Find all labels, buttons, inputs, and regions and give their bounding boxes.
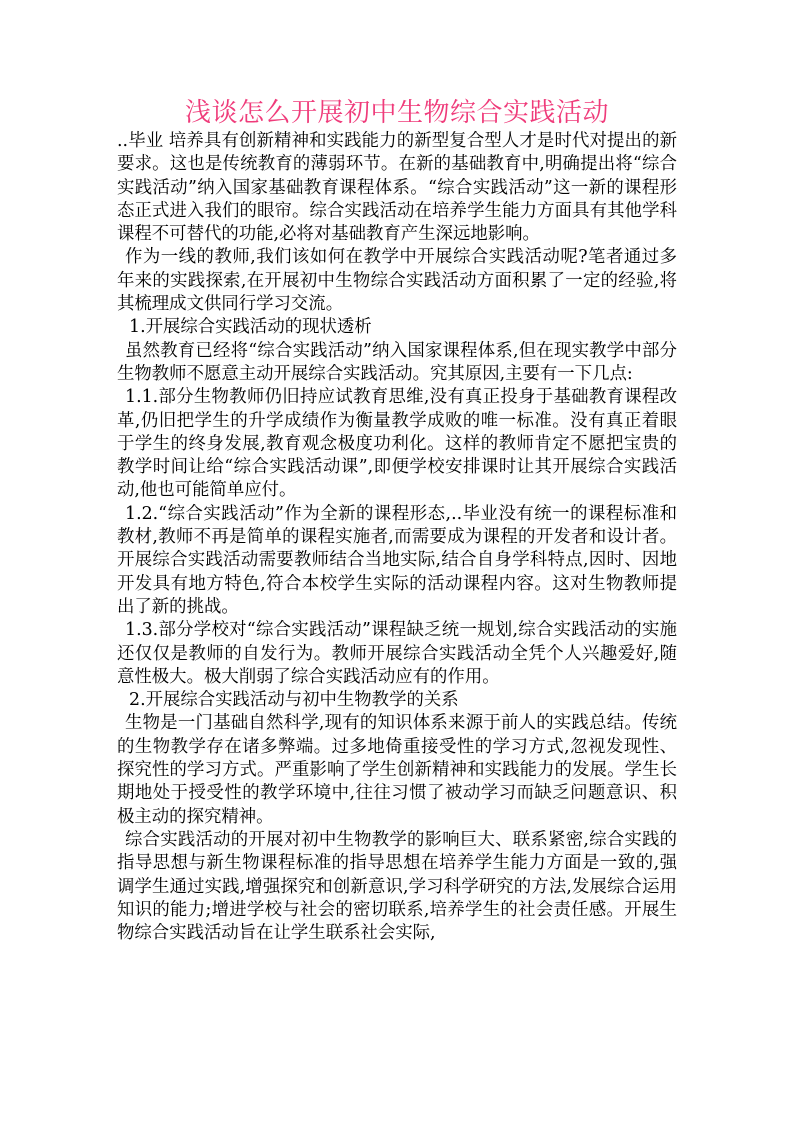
paragraph-biology: 生物是一门基础自然科学,现有的知识体系来源于前人的实践总结。传统的生物教学存在诸多弊端。过多地倚重接受性的学习方式,忽视发现性、探究性的学习方式。严重影响了学生创新精神和实践能力的发展。学生长期地处于授受性的教学环境中,往往习惯了被动学习而缺乏问题意识、积极主动的探究精神。 [117,713,677,827]
document-title: 浅谈怎么开展初中生物综合实践活动 [184,98,609,128]
paragraph-1-2: 1.2.“综合实践活动”作为全新的课程形态,..毕业没有统一的课程标准和教材,教师不再是简单的课程实施者,而需要成为课程的开发者和设计者。开展综合实践活动需要教师结合当地实际,结合自身学科特点,因时、因地开发具有地方特色,符合本校学生实际的活动课程内容。这对生物教师提出了新的挑战。 [117,503,677,617]
paragraph-impact: 综合实践活动的开展对初中生物教学的影响巨大、联系紧密,综合实践的指导思想与新生物课程标准的指导思想在培养学生能力方面是一致的,强调学生通过实践,增强探究和创新意识,学习科学研究的方法,发展综合运用知识的能力;增进学校与社会的密切联系,培养学生的社会责任感。开展生物综合实践活动旨在让学生联系社会实际, [117,829,678,944]
paragraph-status: 虽然教育已经将“综合实践活动”纳入国家课程体系,但在现实教学中部分生物教师不愿意主动开展综合实践活动。究其原因,主要有一下几点: [117,340,677,384]
section-heading-1: 1.开展综合实践活动的现状透析 [129,317,372,338]
paragraph-teacher-role: 作为一线的教师,我们该如何在教学中开展综合实践活动呢?笔者通过多年来的实践探索,在开展初中生物综合实践活动方面积累了一定的经验,将其梳理成文供同行学习交流。 [117,247,677,315]
paragraph-intro: ..毕业 培养具有创新精神和实践能力的新型复合型人才是时代对提出的新要求。这也是传统教育的薄弱环节。在新的基础教育中,明确提出将“综合实践活动”纳入国家基础教育课程体系。“综合实践活动”这一新的课程形态正式进入我们的眼帘。综合实践活动在培养学生能力方面具有其他学科课程不可替代的功能,必将对基础教育产生深远地影响。 [117,131,677,245]
document-page [117,96,677,945]
paragraph-1-1: 1.1.部分生物教师仍旧持应试教育思维,没有真正投身于基础教育课程改革,仍旧把学生的升学成绩作为衡量教学成败的唯一标准。没有真正着眼于学生的终身发展,教育观念极度功利化。这样的教师肯定不愿把宝贵的教学时间让给“综合实践活动课”,即便学校安排课时让其开展综合实践活动,他也可能简单应付。 [117,387,678,501]
section-heading-2: 2.开展综合实践活动与初中生物教学的关系 [129,690,459,711]
paragraph-1-3: 1.3.部分学校对“综合实践活动”课程缺乏统一规划,综合实践活动的实施还仅仅是教师的自发行为。教师开展综合实践活动全凭个人兴趣爱好,随意性极大。极大削弱了综合实践活动应有的作用。 [117,620,678,687]
